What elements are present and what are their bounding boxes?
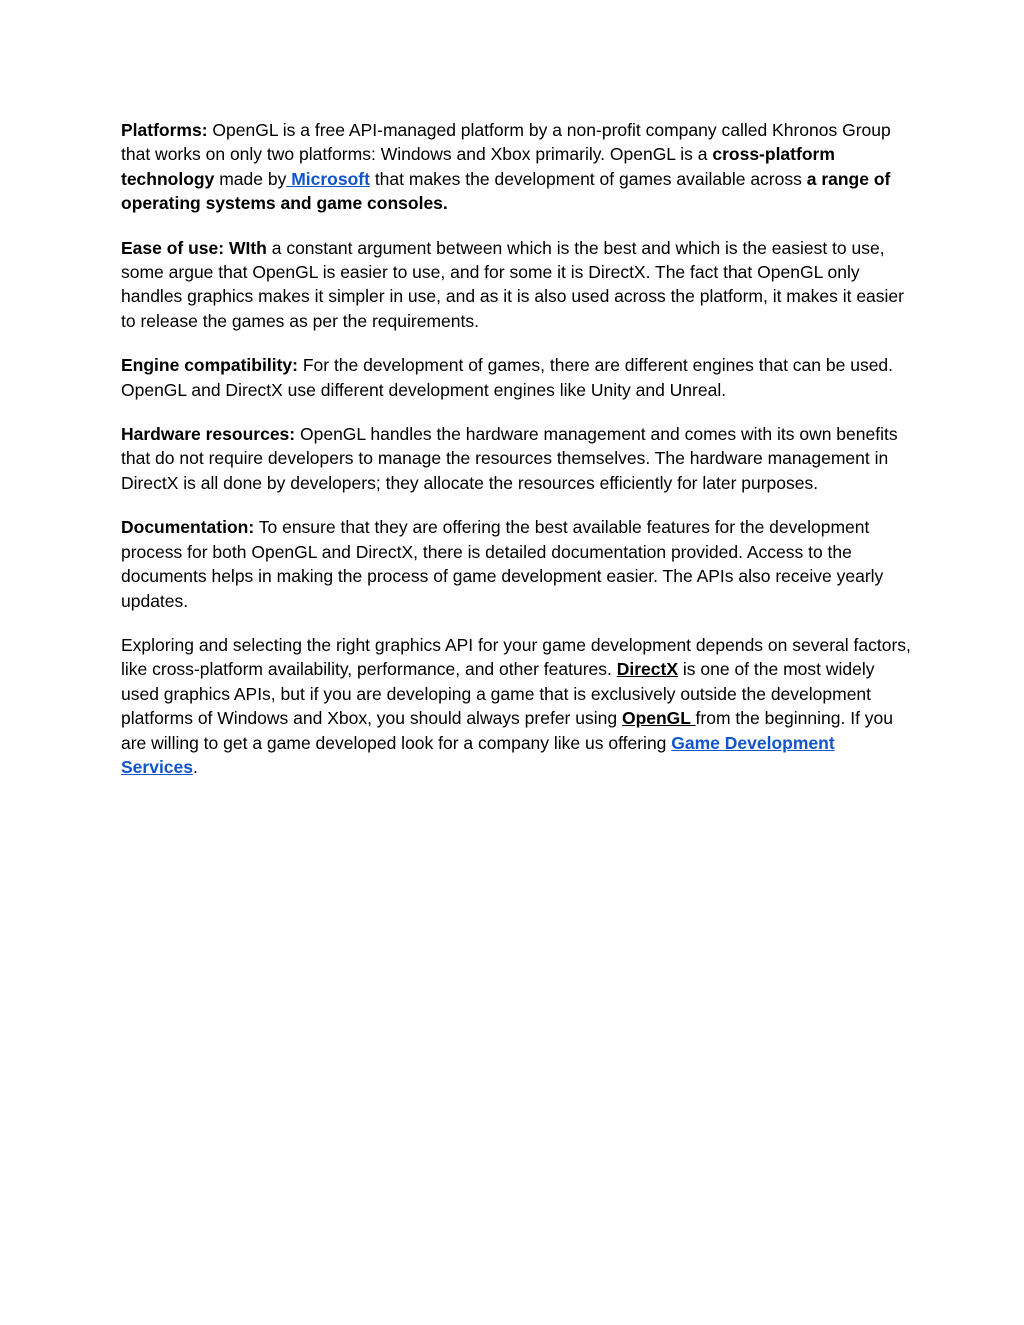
opengl-link[interactable]: OpenGL [621,708,696,729]
text: from the beginning. If you are willing to get a game developed look for a company like us offering [121,708,894,753]
text: OpenGL handles the hardware management and comes with its own benefits that do not require developers to manage the resources themselves. The hardware management in DirectX is all done by developers; they allocate the resources efficiently for later purposes. [121,424,898,493]
paragraph-platforms [121,118,911,216]
bold-phrase: a range of operating systems and game consoles. [121,168,891,214]
bold-phrase: cross-platform technology [121,144,835,189]
game-development-services-link[interactable]: Game Development Services [121,732,835,777]
text: . [193,756,198,777]
paragraph-ease-of-use [121,236,911,334]
heading-ease-of-use: Ease of use: WIth [121,237,267,258]
paragraph-engine-compatibility [121,353,911,402]
text: OpenGL is a free API-managed platform by a non-profit company called Khronos Group that works on only two platforms: Windows and Xbox primarily. OpenGL is a [121,120,891,165]
heading-documentation: Documentation: [121,517,255,538]
heading-engine-compatibility: Engine compatibility: [121,355,298,376]
paragraph-documentation [121,515,911,613]
directx-link[interactable]: DirectX [616,659,679,680]
microsoft-link[interactable]: Microsoft [286,168,370,189]
paragraph-conclusion [121,633,911,779]
text: To ensure that they are offering the best available features for the development process for both OpenGL and DirectX, there is detailed documentation provided. Access to the documents helps in making the process of game development easier. The APIs also receive yearly updates. [121,517,884,611]
text: Exploring and selecting the right graphics API for your game development depends on several factors, like cross-platform availability, performance, and other features. [121,634,911,680]
heading-hardware-resources: Hardware resources: [121,424,296,445]
text: a constant argument between which is the best and which is the easiest to use, some argue that OpenGL is easier to use, and for some it is DirectX. The fact that OpenGL only handles graphics makes it simpler in use, and as it is also used across the platform, it makes it easier to release the games as per the requirements. [121,237,904,331]
text: that makes the development of games available across [369,168,807,189]
text: For the development of games, there are different engines that can be used. OpenGL and DirectX use different development engines like Unity and Unreal. [121,355,894,400]
text: is one of the most widely used graphics APIs, but if you are developing a game that is exclusively outside the development platforms of Windows and Xbox, you should always prefer using [121,659,875,729]
document-page [121,118,911,799]
text: made by [214,168,287,189]
heading-platforms: Platforms: [121,120,208,140]
paragraph-hardware-resources [121,422,911,495]
